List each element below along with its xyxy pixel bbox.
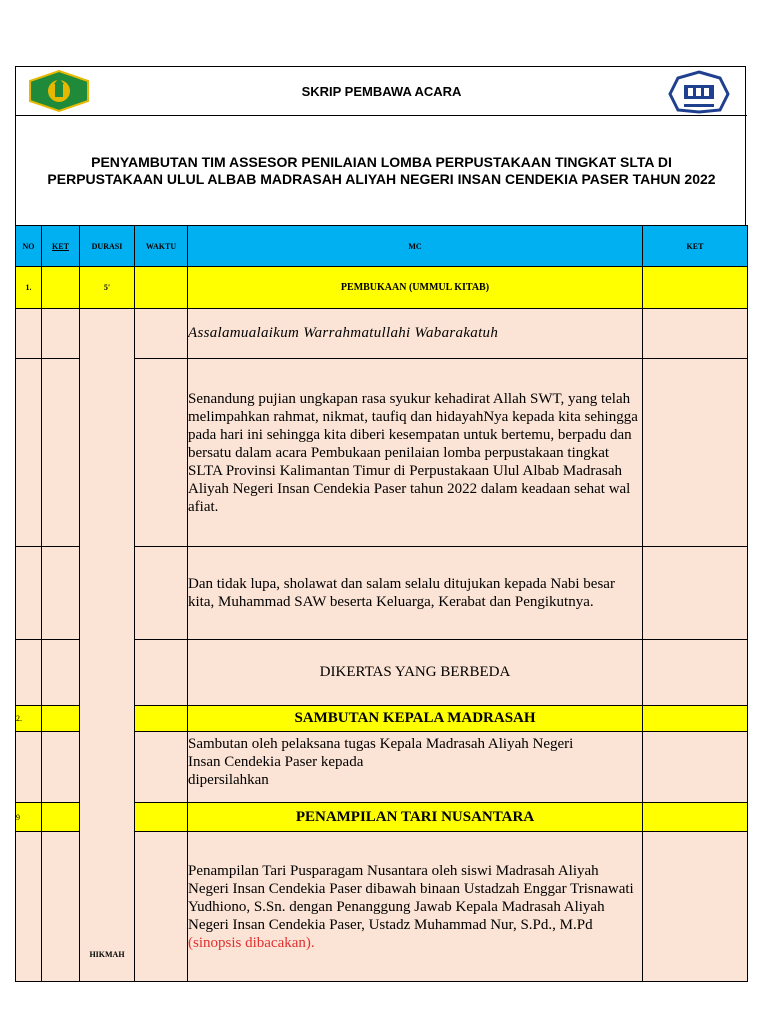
mc-pujian: Senandung pujian ungkapan rasa syukur kehadirat Allah SWT, yang telah melimpahkan rahmat, nikmat, taufiq dan hidayahNya kepada kita sehingga pada hari ini sehingga kita diberi kesempatan untuk bertemu, berpadu dan bersatu dalam acara Pembukaan penilaian lomba perpustakaan tingkat SLTA Provinsi Kalimantan Timur di Perpustakaan Ulul Albab Madrasah Aliyah Negeri Insan Cendekia Paser tahun 2022 dalam keadaan sehat wal afiat. [188,359,643,547]
section-ket2 [643,267,748,309]
section-ket [42,803,80,832]
mc-tari [188,832,643,982]
col-header-no: NO [16,226,42,267]
section-title: PENAMPILAN TARI NUSANTARA [188,803,643,832]
col-header-ket [42,226,80,267]
row-no [16,309,42,359]
row-waktu [135,732,188,803]
table-row [16,309,748,359]
row-ket [42,832,80,982]
mc-tari-text: Penampilan Tari Pusparagam Nusantara oleh siswi Madrasah Aliyah Negeri Insan Cendekia Paser dibawah binaan Ustadzah Enggar Trisnawati Yudhiono, S.Sn. dengan Penanggung Jawab Kepala Madrasah Aliyah Negeri Insan Cendekia Paser, Ustadz Muhammad Nur, S.Pd., M.Pd [188,862,634,933]
section-ket [42,706,80,732]
script-table [15,225,748,982]
section-title: SAMBUTAN KEPALA MADRASAH [188,706,643,732]
mc-sholawat: Dan tidak lupa, sholawat dan salam selalu ditujukan kepada Nabi besar kita, Muhammad SAW beserta Keluarga, Kerabat dan Pengikutnya. [188,547,643,640]
row-ket2 [643,832,748,982]
mc-salam: Assalamualaikum Warrahmatullahi Wabarakatuh [188,309,643,359]
row-ket [42,640,80,706]
table-header-row [16,226,748,267]
section-no: 2. [16,706,42,732]
mc-sambutan-line-3: dipersilahkan [188,772,269,788]
subtitle-line-1: PENYAMBUTAN TIM ASSESOR PENILAIAN LOMBA PERPUSTAKAAN TINGKAT SLTA DI [91,154,672,170]
row-no [16,640,42,706]
section-waktu [135,267,188,309]
section-ket2 [643,803,748,832]
document-header [15,66,746,225]
col-header-mc: MC [188,226,643,267]
section-no: 1. [16,267,42,309]
mc-sambutan-line-2: Insan Cendekia Paser kepada [188,754,364,770]
row-waktu [135,640,188,706]
section-title: PEMBUKAAN (UMMUL KITAB) [188,267,643,309]
durasi-merged-cell: HIKMAH [80,309,135,982]
row-waktu [135,832,188,982]
section-waktu [135,706,188,732]
row-no [16,359,42,547]
row-ket [42,309,80,359]
section-ket2 [643,706,748,732]
row-waktu [135,359,188,547]
section-waktu [135,803,188,832]
subtitle-line-2: PERPUSTAKAAN ULUL ALBAB MADRASAH ALIYAH NEGERI INSAN CENDEKIA PASER TAHUN 2022 [47,171,716,187]
row-ket [42,547,80,640]
col-header-waktu: WAKTU [135,226,188,267]
row-ket [42,732,80,803]
row-waktu [135,309,188,359]
section-no: 9 [16,803,42,832]
row-ket2 [643,547,748,640]
row-ket2 [643,732,748,803]
col-header-ket2: KET [643,226,748,267]
row-ket2 [643,640,748,706]
mc-dikertas: DIKERTAS YANG BERBEDA [188,640,643,706]
mc-sambutan [188,732,643,803]
col-header-ket-label: KET [52,241,69,251]
row-ket [42,359,80,547]
row-waktu [135,547,188,640]
mc-sambutan-line-1: Sambutan oleh pelaksana tugas Kepala Madrasah Aliyah Negeri [188,736,574,752]
section-row [16,267,748,309]
row-ket2 [643,309,748,359]
row-no [16,832,42,982]
row-ket2 [643,359,748,547]
col-header-durasi: DURASI [80,226,135,267]
doc-title: SKRIP PEMBAWA ACARA [301,84,462,99]
row-no [16,732,42,803]
header-divider [16,115,747,116]
mc-tari-note: (sinopsis dibacakan). [188,934,315,951]
row-no [16,547,42,640]
insan-cendekia-emblem-icon [666,70,732,114]
section-ket [42,267,80,309]
doc-subtitle [16,154,747,188]
section-durasi: 5' [80,267,135,309]
